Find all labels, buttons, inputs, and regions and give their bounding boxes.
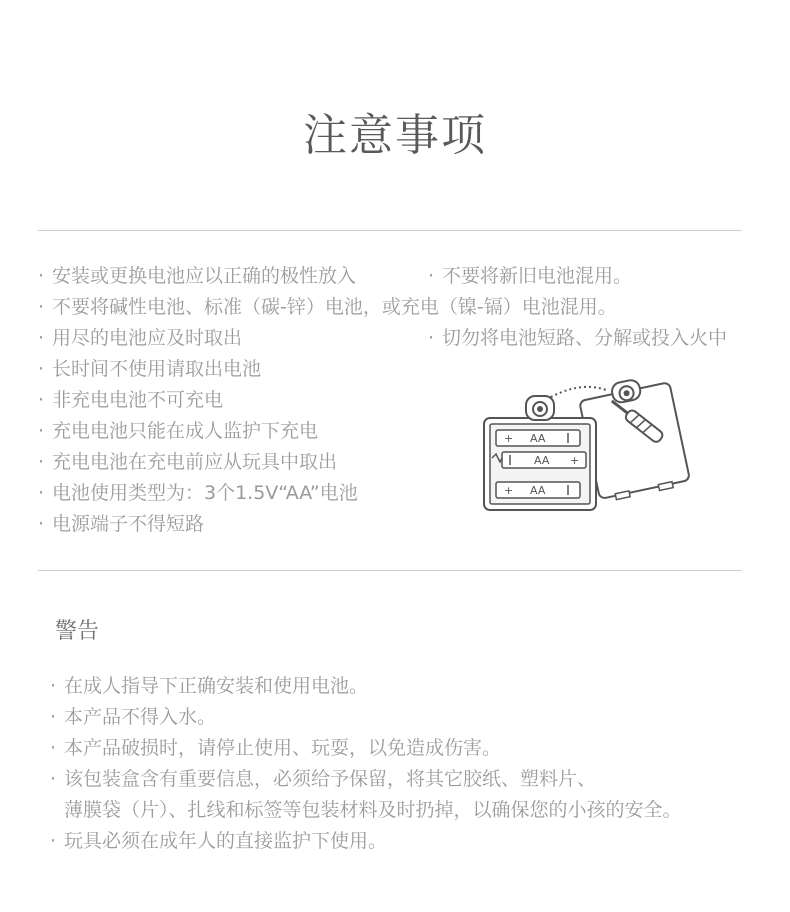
battery-compartment-icon — [478, 372, 696, 516]
note-text: 用尽的电池应及时取出 — [52, 327, 243, 349]
battery-2 — [492, 452, 586, 468]
note-text: 长时间不使用请取出电池 — [52, 358, 262, 380]
bullet: · — [38, 420, 45, 442]
warning-text: 该包装盒含有重要信息，必须给予保留，将其它胶纸、塑料片、 — [64, 768, 597, 790]
battery-label: AA — [530, 484, 546, 497]
bullet: · — [38, 327, 45, 349]
warning-item-1 — [50, 674, 368, 698]
battery-plus: + — [504, 432, 514, 445]
note-text: 不要将新旧电池混用。 — [442, 265, 633, 287]
note-item-right-2 — [428, 326, 727, 350]
warning-item-3 — [50, 736, 501, 760]
note-text: 非充电电池不可充电 — [52, 389, 224, 411]
bullet: · — [50, 768, 57, 790]
top-divider — [38, 230, 742, 231]
warning-text: 薄膜袋（片）、扎线和标签等包装材料及时扔掉，以确保您的小孩的安全。 — [64, 799, 682, 821]
bullet: · — [38, 482, 45, 504]
note-item-5 — [38, 388, 223, 412]
bullet: · — [38, 389, 45, 411]
page-title: 注意事项 — [303, 110, 487, 161]
note-text: 充电电池只能在成人监护下充电 — [52, 420, 319, 442]
note-text: 充电电池在充电前应从玩具中取出 — [52, 451, 338, 473]
warning-item-4-continued — [64, 798, 682, 822]
bullet: · — [38, 296, 45, 318]
note-text: 切勿将电池短路、分解或投入火中 — [442, 327, 728, 349]
battery-label: AA — [530, 432, 546, 445]
bullet: · — [428, 327, 435, 349]
bullet: · — [38, 265, 45, 287]
note-item-4 — [38, 357, 261, 381]
note-text: 电源端子不得短路 — [52, 513, 205, 535]
battery-plus: + — [504, 484, 514, 497]
note-item-3 — [38, 326, 242, 350]
warning-item-2 — [50, 705, 216, 729]
note-item-9 — [38, 512, 204, 536]
bullet: · — [50, 706, 57, 728]
battery-compartment-illustration — [478, 372, 696, 516]
note-item-8 — [38, 481, 358, 505]
note-item-2 — [38, 295, 617, 319]
warning-text: 玩具必须在成年人的直接监护下使用。 — [64, 830, 388, 852]
bullet: · — [38, 513, 45, 535]
note-item-7 — [38, 450, 337, 474]
warning-item-4 — [50, 767, 596, 791]
note-text: 电池使用类型为：3个1.5V“AA”电池 — [52, 482, 358, 504]
bullet: · — [50, 830, 57, 852]
bullet: · — [38, 451, 45, 473]
battery-label: AA — [534, 454, 550, 467]
note-text: 不要将碱性电池、标准（碳-锌）电池，或充电（镍-镉）电池混用。 — [52, 296, 617, 318]
bullet: · — [50, 737, 57, 759]
note-text: 安装或更换电池应以正确的极性放入 — [52, 265, 357, 287]
bullet: · — [428, 265, 435, 287]
warning-text: 本产品破损时，请停止使用、玩耍，以免造成伤害。 — [64, 737, 502, 759]
battery-3 — [496, 482, 580, 498]
bullet: · — [50, 675, 57, 697]
battery-plus: + — [570, 454, 580, 467]
warning-text: 在成人指导下正确安装和使用电池。 — [64, 675, 369, 697]
battery-1 — [496, 430, 580, 446]
warning-heading: 警告 — [55, 619, 100, 644]
warning-item-5 — [50, 829, 387, 853]
note-item-6 — [38, 419, 318, 443]
bullet: · — [38, 358, 45, 380]
note-item-1 — [38, 264, 356, 288]
middle-divider — [38, 570, 742, 571]
note-item-right-1 — [428, 264, 632, 288]
warning-text: 本产品不得入水。 — [64, 706, 217, 728]
